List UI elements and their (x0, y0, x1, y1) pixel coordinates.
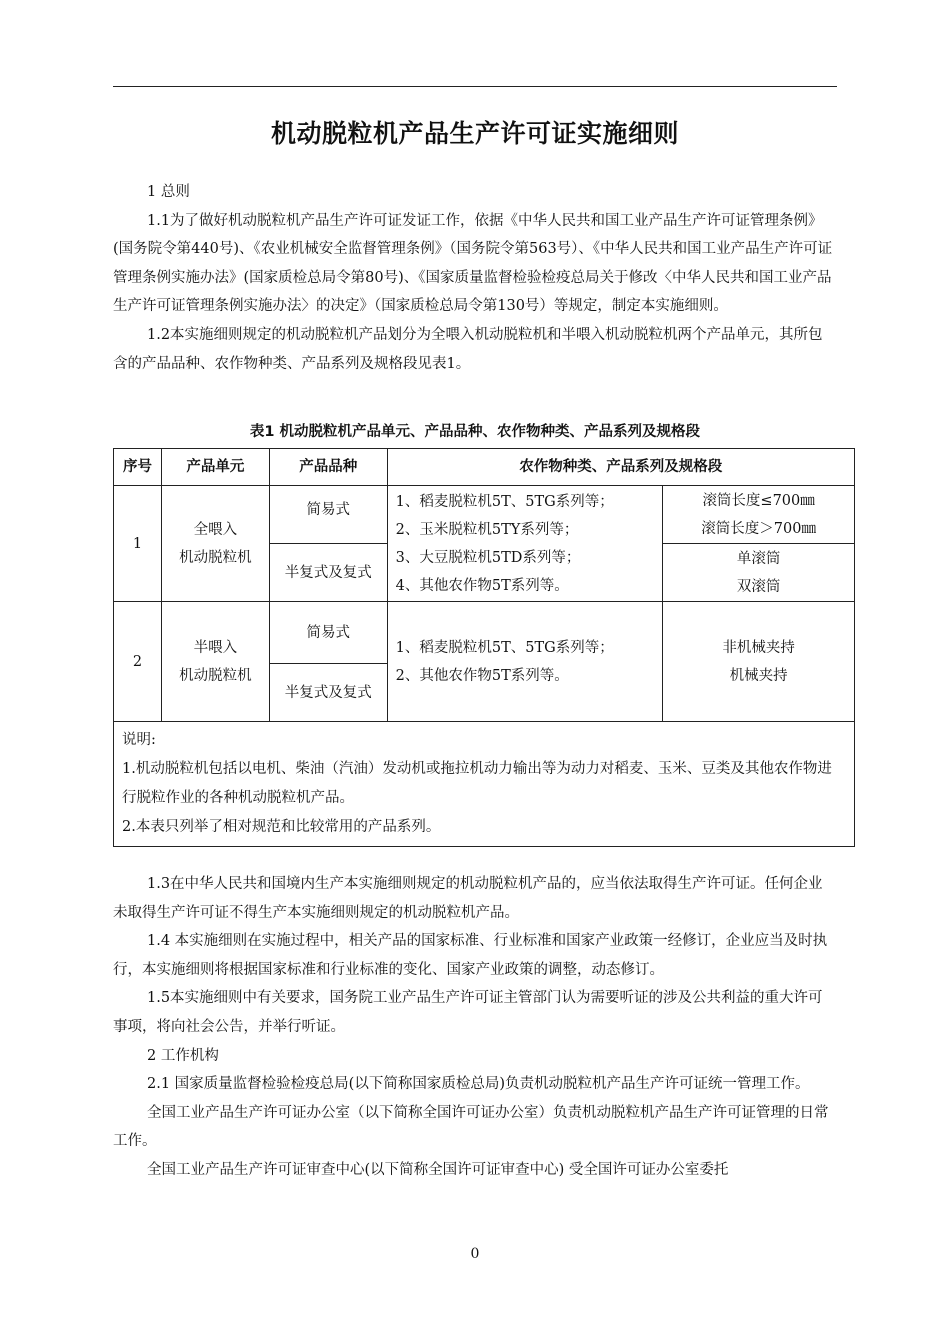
section-2-heading: 2 工作机构 (147, 1047, 219, 1064)
paragraph-1-4: 1.4 本实施细则在实施过程中，相关产品的国家标准、行业标准和国家产业政策一经修订，企业应当及时执行，本实施细则将根据国家标准和行业标准的变化、国家产业政策的调整，动态修订。 (113, 933, 828, 978)
table-header-row (114, 449, 855, 486)
paragraph-2-1: 2.1 国家质量监督检验检疫总局(以下简称国家质检总局)负责机动脱粒机产品生产许可证统一管理工作。 (147, 1076, 810, 1093)
row1-spec-length: 滚筒长度≤700㎜ 滚筒长度＞700㎜ (663, 486, 855, 544)
header-unit: 产品单元 (161, 449, 269, 486)
table-row (114, 486, 855, 544)
document-title: 机动脱粒机产品生产许可证实施细则 (270, 119, 679, 148)
page-number: 0 (470, 1246, 480, 1262)
section-1-continued (113, 870, 837, 1185)
paragraph-1-3: 1.3在中华人民共和国境内生产本实施细则规定的机动脱粒机产品的，应当依法取得生产许可证。任何企业未取得生产许可证不得生产本实施细则规定的机动脱粒机产品。 (113, 876, 823, 921)
row1-crops: 1、稻麦脱粒机5T、5TG系列等； 2、玉米脱粒机5TY系列等； 3、大豆脱粒机5TD系列等； 4、其他农作物5T系列等。 (387, 486, 663, 602)
row2-no: 2 (114, 602, 162, 722)
row1-unit: 全喂入 机动脱粒机 (161, 486, 269, 602)
paragraph-2-3: 全国工业产品生产许可证审查中心(以下简称全国许可证审查中心) 受全国许可证办公室委托 (147, 1161, 729, 1178)
section-1 (113, 178, 837, 378)
row2-crops: 1、稻麦脱粒机5T、5TG系列等； 2、其他农作物5T系列等。 (387, 602, 663, 722)
row2-variety-simple: 简易式 (269, 602, 387, 664)
paragraph-1-1: 1.1为了做好机动脱粒机产品生产许可证发证工作，依据《中华人民共和国工业产品生产许可证管理条例》(国务院令第440号)、《农业机械安全监督管理条例》（国务院令第563号）、《中华人民共和国工业产品生产许可证管理条例实施办法》(国家质检总局令第80号)、《国家质量监督检验检疫总局关于修改〈中华人民共和国工业产品生产许可证管理条例实施办法〉的决定》（国家质检总局令第130号）等规定，制定本实施细则。 (113, 212, 833, 315)
paragraph-1-5: 1.5本实施细则中有关要求，国务院工业产品生产许可证主管部门认为需要听证的涉及公共利益的重大许可事项，将向社会公告，并举行听证。 (113, 990, 823, 1035)
paragraph-1-2: 1.2本实施细则规定的机动脱粒机产品划分为全喂入机动脱粒机和半喂入机动脱粒机两个产品单元，其所包含的产品品种、农作物种类、产品系列及规格段见表1。 (113, 326, 823, 372)
row2-spec: 非机械夹持 机械夹持 (663, 602, 855, 722)
header-rule (113, 86, 837, 87)
table-notes: 说明: 1.机动脱粒机包括以电机、柴油（汽油）发动机或拖拉机动力输出等为动力对稻麦、玉米、豆类及其他农作物进行脱粒作业的各种机动脱粒机产品。 2.本表只列举了相对规范和比较常用的产品系列。 (114, 722, 855, 847)
header-crops: 农作物种类、产品系列及规格段 (387, 449, 854, 486)
row1-spec-drum: 单滚筒 双滚筒 (663, 544, 855, 602)
header-no: 序号 (114, 449, 162, 486)
row2-variety-compound: 半复式及复式 (269, 664, 387, 722)
product-table (113, 448, 855, 847)
table-notes-row (114, 722, 855, 847)
row1-variety-compound: 半复式及复式 (269, 544, 387, 602)
header-variety: 产品品种 (269, 449, 387, 486)
row1-no: 1 (114, 486, 162, 602)
row1-variety-simple: 简易式 (269, 486, 387, 544)
section-1-heading: 1 总则 (147, 184, 190, 200)
table-row (114, 602, 855, 664)
paragraph-2-2: 全国工业产品生产许可证办公室（以下简称全国许可证办公室）负责机动脱粒机产品生产许可证管理的日常工作。 (113, 1104, 829, 1150)
table-caption: 表1 机动脱粒机产品单元、产品品种、农作物种类、产品系列及规格段 (249, 424, 701, 440)
row2-unit: 半喂入 机动脱粒机 (161, 602, 269, 722)
